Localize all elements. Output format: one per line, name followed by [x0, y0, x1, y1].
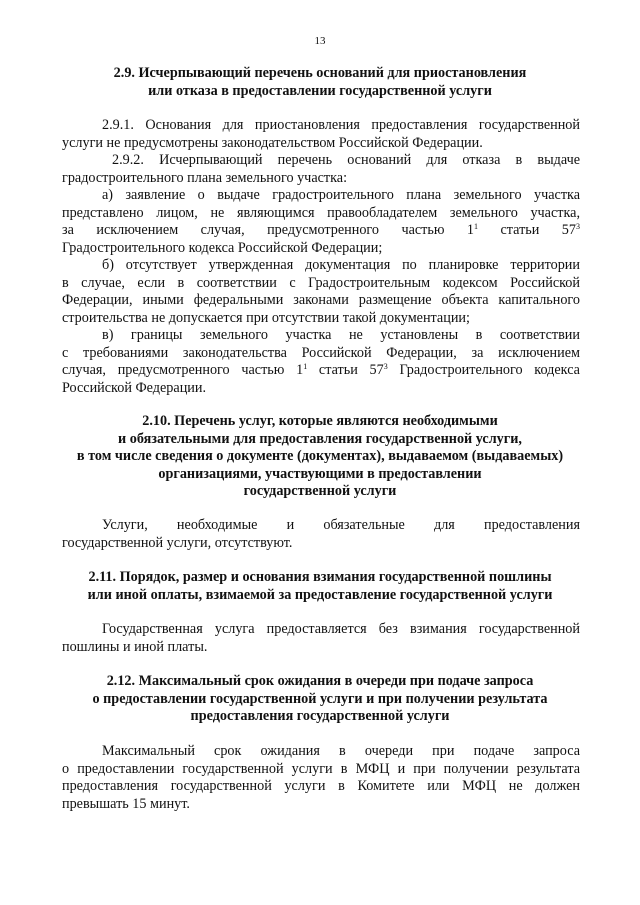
heading-line: 2.11. Порядок, размер и основания взимания государственной пошлины [88, 569, 552, 585]
superscript: 3 [575, 222, 580, 231]
text-line: Федерации, иными федеральными законами размещение объекта капитального [62, 292, 580, 308]
paragraph-item-b [62, 257, 580, 327]
section-heading-2-12 [60, 673, 580, 726]
superscript: 3 [383, 362, 388, 371]
paragraph-2-10 [62, 517, 580, 552]
paragraph-2-11 [62, 621, 580, 656]
text-line: с требованиями законодательства Российской Федерации, за исключением [62, 344, 580, 361]
heading-line: и обязательными для предоставления государственной услуги, [118, 430, 522, 447]
heading-line: в том числе сведения о документе (документах), выдаваемом (выдаваемых) [76, 448, 564, 464]
text-fragment: статьи 57 [478, 222, 576, 238]
text-line: Услуги, необходимые и обязательные для предоставления [102, 517, 580, 533]
heading-line: 2.10. Перечень услуг, которые являются необходимыми [142, 413, 498, 429]
paragraph-2-9-2 [62, 152, 580, 187]
heading-line: или отказа в предоставлении государственной услуги [148, 82, 492, 99]
text-line: б) отсутствует утвержденная документация по планировке территории [102, 257, 580, 273]
paragraph-2-12 [62, 743, 580, 813]
text-line: превышать 15 минут. [62, 795, 190, 812]
text-fragment: статьи 57 [307, 362, 384, 378]
text-line: предоставления государственной услуги в Комитете или МФЦ не должен [62, 778, 580, 794]
paragraph-item-a [62, 187, 580, 257]
section-heading-2-11 [60, 569, 580, 604]
text-line: 2.9.1. Основания для приостановления предоставления государственной [102, 117, 580, 133]
text-fragment: Градостроительного кодекса [387, 362, 580, 378]
text-line: пошлины и иной платы. [62, 638, 208, 655]
text-fragment: за исключением случая, предусмотренного частью 1 [62, 222, 474, 238]
text-line: в) границы земельного участка не установлены в соответствии [102, 327, 580, 343]
text-line: строительства не допускается при отсутствии такой документации; [62, 309, 470, 326]
text-line: о предоставлении государственной услуги в МФЦ и при получении результата [62, 760, 580, 777]
heading-line: организациями, участвующими в предоставлении [158, 465, 482, 482]
section-heading-2-10 [60, 413, 580, 501]
paragraph-item-v [62, 327, 580, 397]
text-line [62, 362, 580, 380]
heading-line: 2.12. Максимальный срок ожидания в очереди при подаче запроса [106, 673, 534, 689]
text-line: градостроительного плана земельного участка: [62, 169, 348, 186]
text-line: государственной услуги, отсутствуют. [62, 534, 293, 551]
text-line: 2.9.2. Исчерпывающий перечень оснований для отказа в выдаче [112, 152, 580, 168]
heading-line: государственной услуги [243, 483, 397, 499]
text-line: представлено лицом, не являющимся правообладателем земельного участка, [62, 204, 580, 221]
heading-line: 2.9. Исчерпывающий перечень оснований для приостановления [113, 65, 527, 81]
heading-line: или иной оплаты, взимаемой за предоставление государственной услуги [87, 586, 553, 603]
text-line: Российской Федерации. [62, 379, 207, 396]
superscript: 1 [303, 362, 308, 371]
superscript: 1 [474, 222, 478, 231]
heading-line: о предоставлении государственной услуги и при получении результата [92, 690, 548, 707]
text-fragment: случая, предусмотренного частью 1 [62, 362, 304, 378]
paragraph-2-9-1 [62, 117, 580, 152]
section-heading-2-9 [60, 65, 580, 100]
page-number: 13 [314, 35, 326, 47]
text-line: в случае, если в соответствии с Градостроительным кодексом Российской [62, 274, 580, 291]
text-line: Градостроительного кодекса Российской Федерации; [62, 239, 383, 256]
text-line: Максимальный срок ожидания в очереди при подаче запроса [102, 743, 580, 759]
text-line: Государственная услуга предоставляется без взимания государственной [102, 621, 580, 637]
text-line: услуги не предусмотрены законодательством Российской Федерации. [62, 134, 483, 151]
text-line: а) заявление о выдаче градостроительного плана земельного участка [102, 187, 580, 203]
heading-line: предоставления государственной услуги [190, 708, 450, 724]
text-line [62, 222, 580, 240]
